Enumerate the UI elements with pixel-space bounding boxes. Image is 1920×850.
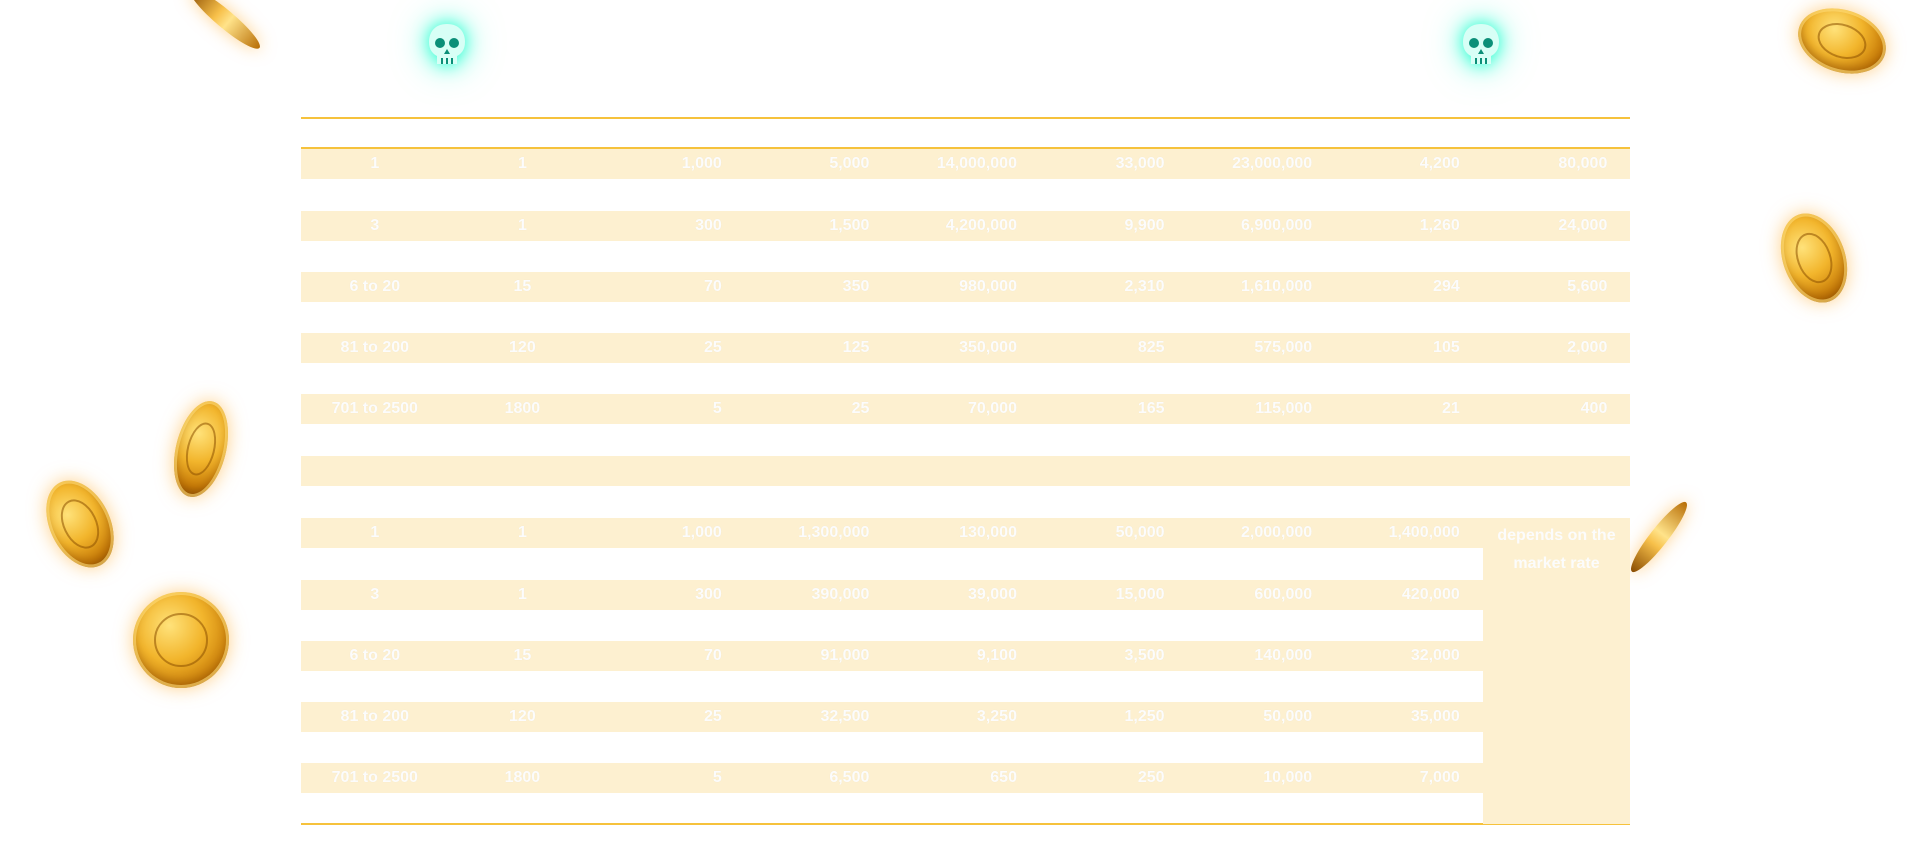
table-cell: 1 (517, 217, 527, 234)
table-row (301, 580, 1483, 610)
table-cell: 24,000 (1558, 217, 1608, 234)
table-cell: 2,000 (1567, 339, 1608, 356)
table-cell: 250 (1137, 769, 1165, 786)
table-row (301, 702, 1483, 732)
table-cell: 1 (517, 524, 527, 541)
table-cell: 1 (517, 586, 527, 603)
table-cell: 1800 (504, 400, 541, 417)
table-cell: 4,200 (1419, 155, 1460, 172)
table-cell: 1,260 (1419, 217, 1460, 234)
table-cell: 25 (703, 339, 722, 356)
table-cell: 350 (842, 278, 870, 295)
table-cell: 14,000,000 (936, 155, 1017, 172)
table-cell: 420,000 (1401, 586, 1460, 603)
table-cell: 2,000,000 (1240, 524, 1313, 541)
table-cell: 400 (1580, 400, 1608, 417)
table-cell: 3,250 (976, 708, 1017, 725)
table-cell: 7,000 (1419, 769, 1460, 786)
table-cell: 9,100 (976, 647, 1017, 664)
table-row (301, 333, 1630, 363)
gold-coin-icon (1625, 497, 1693, 577)
table-cell: 1 (517, 155, 527, 172)
table-bottom-border (301, 823, 1630, 825)
table-cell: 70 (703, 647, 722, 664)
table-cell: 5 (712, 769, 722, 786)
gold-coin-icon (1769, 204, 1859, 312)
table-cell: 130,000 (959, 524, 1017, 541)
table-cell: 350,000 (959, 339, 1017, 356)
table-cell: 5 (712, 400, 722, 417)
table-cell: 120 (509, 708, 536, 725)
table-row (301, 394, 1630, 424)
table-cell: 2,310 (1124, 278, 1165, 295)
table-cell: 1 (370, 155, 380, 172)
gold-coin-icon (133, 592, 229, 688)
table-cell: 6,900,000 (1240, 217, 1313, 234)
table-cell: 165 (1137, 400, 1165, 417)
table-row (301, 763, 1483, 793)
table-cell: 10,000 (1263, 769, 1313, 786)
market-rate-column (1483, 518, 1630, 824)
table-cell: 701 to 2500 (331, 769, 418, 786)
table-cell: 600,000 (1254, 586, 1313, 603)
table-cell: 23,000,000 (1232, 155, 1313, 172)
table-row (301, 641, 1483, 671)
table-cell: 21 (1441, 400, 1460, 417)
table-cell: 3 (370, 217, 380, 234)
table-cell: 70,000 (968, 400, 1017, 417)
table-cell: 50,000 (1115, 524, 1165, 541)
table-cell: 15 (513, 278, 532, 295)
table-cell: 1 (370, 524, 380, 541)
table-cell: 25 (703, 708, 722, 725)
table-cell: 3,500 (1124, 647, 1165, 664)
table-cell: 390,000 (811, 586, 870, 603)
table-cell: 300 (695, 586, 722, 603)
table-cell: 1800 (504, 769, 541, 786)
skull-icon (1461, 22, 1501, 70)
table-cell: 6,500 (829, 769, 870, 786)
gold-coin-icon (185, 0, 266, 55)
table-cell: 15 (513, 647, 532, 664)
table-cell: 91,000 (820, 647, 870, 664)
table-cell: 5,000 (829, 155, 870, 172)
gold-coin-icon (1790, 0, 1895, 84)
market-rate-note: depends on the market rate (1497, 527, 1616, 572)
table-cell: 1,000 (681, 524, 722, 541)
table-cell: 1,250 (1124, 708, 1165, 725)
table-row (301, 211, 1630, 241)
table-cell: 33,000 (1115, 155, 1165, 172)
table-cell: 81 to 200 (340, 339, 410, 356)
table-cell: 1,610,000 (1240, 278, 1313, 295)
table-cell: 81 to 200 (340, 708, 410, 725)
table-cell: 650 (990, 769, 1017, 786)
table-cell: 701 to 2500 (331, 400, 418, 417)
table-cell: 70 (703, 278, 722, 295)
table-cell: 1,000 (681, 155, 722, 172)
table-cell: 3 (370, 586, 380, 603)
table-cell: 140,000 (1254, 647, 1313, 664)
table-cell: 6 to 20 (349, 278, 401, 295)
table-row (301, 272, 1630, 302)
table-cell: 120 (509, 339, 536, 356)
table-cell: 15,000 (1115, 586, 1165, 603)
table-cell: 50,000 (1263, 708, 1313, 725)
table-cell: 575,000 (1254, 339, 1313, 356)
table-cell: 125 (842, 339, 870, 356)
skull-icon (427, 22, 467, 70)
table-cell: 1,300,000 (798, 524, 870, 541)
table-cell: 980,000 (959, 278, 1017, 295)
table-cell: 294 (1433, 278, 1460, 295)
table-cell: 300 (695, 217, 722, 234)
section-divider-row (301, 456, 1630, 486)
table-cell: 9,900 (1124, 217, 1165, 234)
table-top-border (301, 117, 1630, 119)
table-cell: 80,000 (1558, 155, 1608, 172)
table-cell: 825 (1137, 339, 1165, 356)
table-cell: 25 (851, 400, 870, 417)
table-cell: 4,200,000 (945, 217, 1017, 234)
table-cell: 32,500 (820, 708, 870, 725)
gold-coin-icon (165, 395, 237, 502)
table-row (301, 518, 1483, 548)
table-cell: 32,000 (1410, 647, 1460, 664)
gold-coin-icon (33, 470, 127, 579)
table-cell: 1,400,000 (1388, 524, 1460, 541)
table-cell: 115,000 (1255, 400, 1313, 417)
table-cell: 6 to 20 (349, 647, 401, 664)
table-cell: 1,500 (829, 217, 870, 234)
table-row (301, 149, 1630, 179)
table-cell: 35,000 (1410, 708, 1460, 725)
table-cell: 105 (1433, 339, 1460, 356)
table-cell: 39,000 (968, 586, 1017, 603)
table-cell: 5,600 (1567, 278, 1608, 295)
